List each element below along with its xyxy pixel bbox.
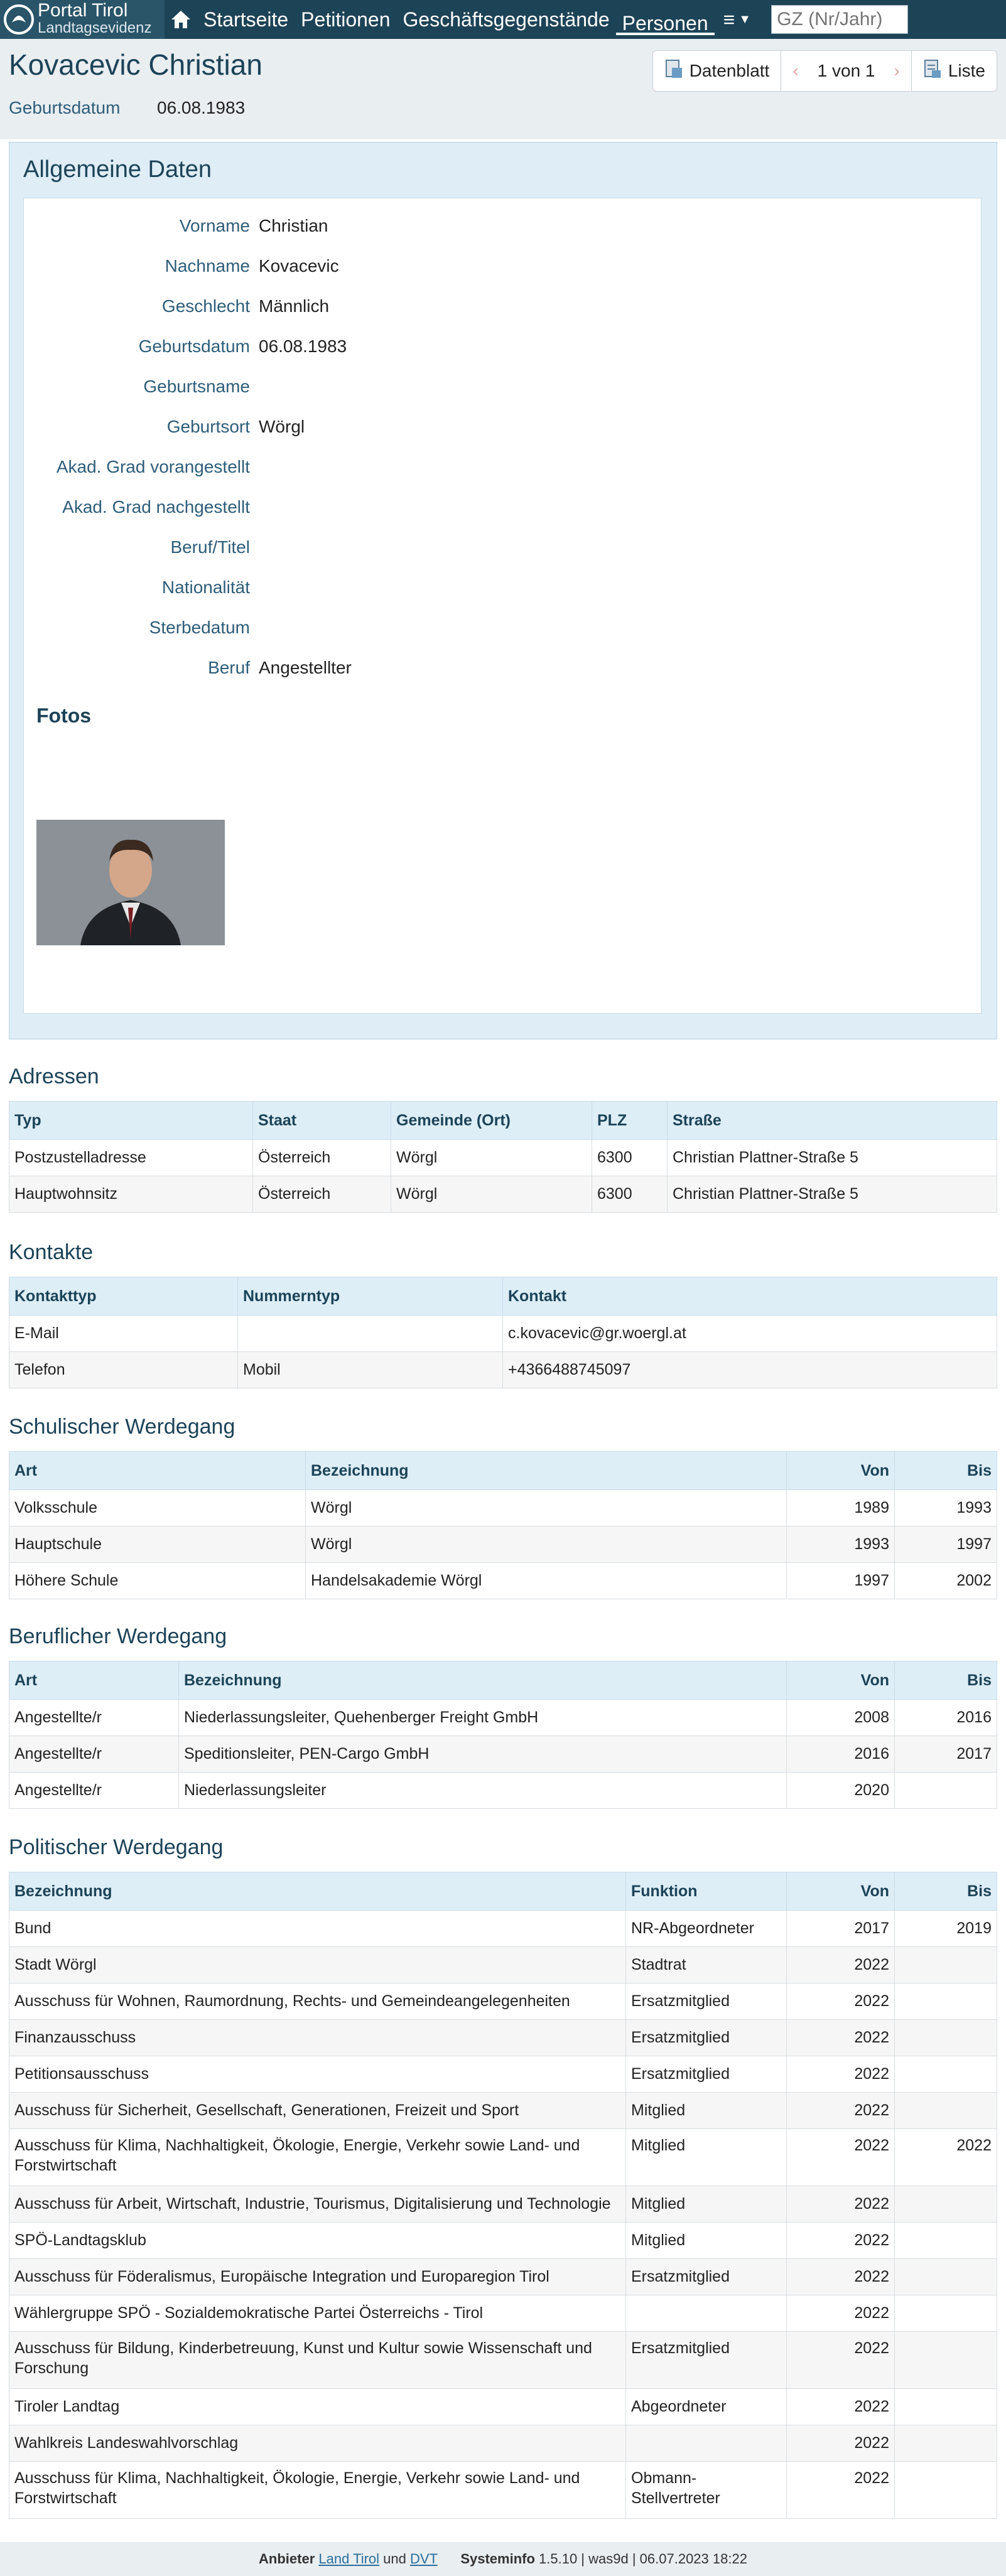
table-cell: 2022 — [787, 2462, 895, 2519]
table-cell — [895, 2389, 997, 2425]
column-header[interactable]: Gemeinde (Ort) — [391, 1102, 592, 1140]
table-cell — [895, 2056, 997, 2093]
beruflicher-werdegang-table — [9, 1661, 997, 1809]
datenblatt-label: Datenblatt — [689, 61, 770, 80]
link-dvt[interactable]: DVT — [410, 2551, 438, 2567]
table-row — [9, 1490, 997, 1527]
table-cell: Christian Plattner-Straße 5 — [668, 1176, 997, 1213]
politischer-werdegang-table — [9, 1872, 997, 2519]
table-cell: 2019 — [895, 1911, 997, 1947]
field-value: Männlich — [259, 296, 330, 316]
allgemeine-daten-title: Allgemeine Daten — [23, 156, 212, 183]
table-cell: Tiroler Landtag — [9, 2389, 626, 2425]
field-akad-grad-nach — [24, 497, 715, 522]
column-header[interactable]: Kontakt — [503, 1277, 997, 1316]
table-cell: NR-Abgeordneter — [626, 1911, 787, 1947]
field-label: Beruf/Titel — [170, 537, 250, 557]
fotos-title: Fotos — [36, 704, 92, 727]
table-cell: 2022 — [787, 2295, 895, 2332]
column-header[interactable]: Bezeichnung — [9, 1872, 626, 1911]
schulischer-werdegang-title: Schulischer Werdegang — [9, 1415, 235, 1439]
table-cell: Ersatzmitglied — [626, 2020, 787, 2056]
table-cell: 1993 — [895, 1490, 997, 1527]
table-cell: Stadtrat — [626, 1947, 787, 1983]
table-header-row — [9, 1452, 997, 1490]
table-cell — [895, 1773, 997, 1809]
column-header[interactable]: Typ — [9, 1102, 253, 1140]
column-header[interactable]: Bis — [895, 1872, 997, 1911]
adressen-table — [9, 1101, 997, 1213]
table-cell: Wörgl — [306, 1527, 787, 1563]
table-cell: Ersatzmitglied — [626, 2056, 787, 2093]
column-header[interactable]: Straße — [668, 1102, 997, 1140]
caret-down-icon: ▼ — [738, 12, 752, 26]
table-cell — [895, 2020, 997, 2056]
field-geburtsort — [24, 417, 715, 442]
table-cell: 2016 — [895, 1700, 997, 1736]
table-cell: 6300 — [592, 1140, 668, 1176]
datenblatt-button[interactable] — [652, 50, 782, 92]
birth-date-label: Geburtsdatum — [9, 98, 121, 117]
table-cell: 2002 — [895, 1563, 997, 1599]
field-label: Nachname — [165, 256, 250, 276]
field-label: Sterbedatum — [149, 618, 250, 637]
table-row — [9, 1700, 997, 1736]
field-value: 06.08.1983 — [259, 336, 347, 356]
table-row — [9, 1947, 997, 1983]
nav-petitionen[interactable]: Petitionen — [301, 8, 391, 31]
table-cell — [895, 1947, 997, 1983]
allgemeine-daten-body — [23, 198, 982, 1014]
table-cell: Wörgl — [391, 1176, 592, 1213]
pager-text: 1 von 1 — [817, 61, 875, 80]
table-cell: Wahlkreis Landeswahlvorschlag — [9, 2425, 626, 2462]
table-cell: Mitglied — [626, 2223, 787, 2259]
table-cell: 2008 — [787, 1700, 895, 1736]
table-cell: 2022 — [787, 2093, 895, 2129]
table-row — [9, 2020, 997, 2056]
table-cell: Mitglied — [626, 2093, 787, 2129]
list-icon — [923, 59, 942, 83]
table-cell: Postzustelladresse — [9, 1140, 253, 1176]
table-cell: 1993 — [787, 1527, 895, 1563]
table-cell — [895, 2186, 997, 2223]
table-row — [9, 1527, 997, 1563]
table-cell: 2022 — [787, 2020, 895, 2056]
kontakte-title: Kontakte — [9, 1240, 94, 1264]
field-label: Akad. Grad vorangestellt — [56, 457, 250, 476]
table-cell: Angestellte/r — [9, 1773, 179, 1809]
field-label: Geburtsname — [143, 377, 250, 396]
table-cell — [895, 2425, 997, 2462]
field-akad-grad-vor — [24, 457, 715, 482]
systeminfo-label: Systeminfo — [460, 2551, 535, 2567]
gz-search-input[interactable] — [771, 5, 908, 34]
table-header-row — [9, 1661, 997, 1700]
table-header-row — [9, 1102, 997, 1140]
table-cell: Ersatzmitglied — [626, 2332, 787, 2389]
table-row — [9, 2425, 997, 2462]
table-cell: Ausschuss für Klima, Nachhaltigkeit, Ökologie, Energie, Verkehr sowie Land- und Forstwirtschaft — [9, 2129, 626, 2186]
table-cell: Telefon — [9, 1352, 238, 1388]
table-row — [9, 1983, 997, 2020]
table-row — [9, 1352, 997, 1388]
field-beruf-titel — [24, 537, 715, 562]
table-cell: Ersatzmitglied — [626, 2259, 787, 2295]
column-header[interactable]: Art — [9, 1661, 179, 1700]
table-cell: Finanzausschuss — [9, 2020, 626, 2056]
table-cell: 2022 — [787, 2223, 895, 2259]
logo-subtitle: Landtagsevidenz — [38, 19, 152, 36]
footer-und: und — [383, 2551, 406, 2567]
field-label: Nationalität — [161, 577, 250, 597]
nav-geschaeftsgegenstaende[interactable]: Geschäftsgegenstände — [403, 8, 610, 31]
field-sterbedatum — [24, 618, 715, 643]
anbieter-label: Anbieter — [259, 2551, 315, 2567]
table-cell: 2016 — [787, 1736, 895, 1773]
table-row — [9, 2056, 997, 2093]
table-cell: Angestellte/r — [9, 1736, 179, 1773]
table-row — [9, 2332, 997, 2389]
table-cell: 2022 — [787, 1947, 895, 1983]
field-geschlecht — [24, 296, 715, 321]
table-cell — [895, 2223, 997, 2259]
table-cell: Wörgl — [391, 1140, 592, 1176]
table-cell: Wählergruppe SPÖ - Sozialdemokratische Partei Österreichs - Tirol — [9, 2295, 626, 2332]
table-header-row — [9, 1277, 997, 1316]
link-land-tirol[interactable]: Land Tirol — [318, 2551, 380, 2567]
document-icon — [664, 59, 683, 83]
table-row — [9, 1736, 997, 1773]
table-cell: 1997 — [787, 1563, 895, 1599]
column-header[interactable]: Bezeichnung — [179, 1661, 787, 1700]
field-geburtsname — [24, 377, 715, 402]
table-cell: Ausschuss für Föderalismus, Europäische Integration und Europaregion Tirol — [9, 2259, 626, 2295]
table-cell: 2022 — [895, 2129, 997, 2186]
header-button-group — [652, 50, 997, 92]
table-cell: Ausschuss für Bildung, Kinderbetreuung, Kunst und Kultur sowie Wissenschaft und Forschung — [9, 2332, 626, 2389]
table-cell — [626, 2295, 787, 2332]
column-header[interactable]: Art — [9, 1452, 306, 1490]
column-header[interactable]: Staat — [253, 1102, 391, 1140]
table-cell — [895, 2259, 997, 2295]
table-cell: 2022 — [787, 2186, 895, 2223]
hamburger-icon: ≡ — [723, 8, 735, 31]
table-cell — [895, 2332, 997, 2389]
kontakte-table — [9, 1277, 997, 1388]
table-cell: Ersatzmitglied — [626, 1983, 787, 2020]
table-cell: 2022 — [787, 2425, 895, 2462]
table-cell — [895, 1983, 997, 2020]
table-row — [9, 1911, 997, 1947]
page-title: Kovacevic Christian — [9, 48, 262, 81]
table-cell — [895, 2093, 997, 2129]
field-geburtsdatum — [24, 336, 715, 362]
table-cell: 1997 — [895, 1527, 997, 1563]
liste-button[interactable] — [911, 50, 997, 92]
table-cell: Obmann-Stellvertreter — [626, 2462, 787, 2519]
logo-title: Portal Tirol — [38, 0, 128, 21]
portal-logo[interactable] — [0, 0, 165, 39]
person-photo[interactable] — [36, 820, 225, 945]
column-header[interactable]: Bis — [895, 1661, 997, 1700]
table-cell: Ausschuss für Sicherheit, Gesellschaft, Generationen, Freizeit und Sport — [9, 2093, 626, 2129]
field-label: Beruf — [208, 658, 250, 677]
table-cell: Stadt Wörgl — [9, 1947, 626, 1983]
page-footer — [0, 2542, 1006, 2576]
table-cell: 2022 — [787, 2129, 895, 2186]
politischer-werdegang-title: Politischer Werdegang — [9, 1835, 224, 1859]
field-value: Angestellter — [259, 658, 352, 677]
table-cell: Petitionsausschuss — [9, 2056, 626, 2093]
systeminfo-value: 1.5.10 | was9d | 06.07.2023 18:22 — [539, 2551, 747, 2567]
column-header[interactable]: Von — [787, 1872, 895, 1911]
top-navbar — [0, 0, 1006, 39]
table-cell: Volksschule — [9, 1490, 306, 1527]
table-cell — [895, 2295, 997, 2332]
field-label: Akad. Grad nachgestellt — [62, 497, 250, 517]
table-cell: Christian Plattner-Straße 5 — [668, 1140, 997, 1176]
table-cell: 2022 — [787, 2259, 895, 2295]
table-cell: 2020 — [787, 1773, 895, 1809]
table-cell[interactable]: +4366488745097 — [503, 1352, 997, 1388]
table-cell — [895, 2462, 997, 2519]
table-row — [9, 2093, 997, 2129]
table-cell[interactable]: c.kovacevic@gr.woergl.at — [503, 1316, 997, 1352]
table-cell — [626, 2425, 787, 2462]
table-row — [9, 2223, 997, 2259]
field-value: Kovacevic — [259, 256, 339, 276]
home-icon[interactable] — [165, 9, 197, 30]
person-header — [0, 39, 1006, 139]
table-row — [9, 1563, 997, 1599]
table-cell: Speditionsleiter, PEN-Cargo GmbH — [179, 1736, 787, 1773]
chevron-right-icon[interactable]: › — [894, 61, 900, 80]
table-cell: Ausschuss für Klima, Nachhaltigkeit, Ökologie, Energie, Verkehr sowie Land- und Forstwirtschaft — [9, 2462, 626, 2519]
table-cell: Mobil — [238, 1352, 503, 1388]
table-row — [9, 2295, 997, 2332]
table-row — [9, 2259, 997, 2295]
table-cell: E-Mail — [9, 1316, 238, 1352]
field-value: Christian — [259, 216, 328, 235]
eagle-logo-icon — [0, 0, 38, 39]
table-cell: Abgeordneter — [626, 2389, 787, 2425]
column-header[interactable]: Von — [787, 1661, 895, 1700]
table-cell: Niederlassungsleiter, Quehenberger Freight GmbH — [179, 1700, 787, 1736]
pager — [781, 50, 912, 92]
table-cell: 2017 — [895, 1736, 997, 1773]
table-cell: Österreich — [253, 1176, 391, 1213]
field-beruf — [24, 658, 715, 683]
table-cell: Hauptwohnsitz — [9, 1176, 253, 1213]
table-row — [9, 1773, 997, 1809]
table-row — [9, 1140, 997, 1176]
field-value: Wörgl — [259, 417, 305, 436]
column-header[interactable]: Bezeichnung — [306, 1452, 787, 1490]
table-cell: 2022 — [787, 2332, 895, 2389]
table-cell: 2022 — [787, 2389, 895, 2425]
field-label: Geburtsdatum — [138, 336, 250, 356]
field-label: Geburtsort — [166, 417, 250, 436]
table-cell — [238, 1316, 503, 1352]
table-row — [9, 2389, 997, 2425]
table-row — [9, 2462, 997, 2519]
allgemeine-daten-panel — [9, 142, 997, 1039]
nav-startseite[interactable]: Startseite — [203, 8, 289, 31]
nav-menu-dropdown[interactable] — [715, 8, 760, 31]
table-row — [9, 1316, 997, 1352]
table-cell: Angestellte/r — [9, 1700, 179, 1736]
adressen-title: Adressen — [9, 1065, 99, 1088]
table-cell: SPÖ-Landtagsklub — [9, 2223, 626, 2259]
table-cell: Ausschuss für Arbeit, Wirtschaft, Industrie, Tourismus, Digitalisierung und Technologie — [9, 2186, 626, 2223]
table-cell: Österreich — [253, 1140, 391, 1176]
table-cell: Bund — [9, 1911, 626, 1947]
column-header[interactable]: Von — [787, 1452, 895, 1490]
table-cell: 2022 — [787, 2056, 895, 2093]
table-cell: 2017 — [787, 1911, 895, 1947]
field-label: Vorname — [179, 216, 250, 235]
table-cell: Mitglied — [626, 2129, 787, 2186]
table-row — [9, 1176, 997, 1213]
column-header[interactable]: Kontakttyp — [9, 1277, 238, 1316]
table-header-row — [9, 1872, 997, 1911]
field-nachname — [24, 256, 715, 281]
column-header[interactable]: PLZ — [592, 1102, 668, 1140]
table-cell: Höhere Schule — [9, 1563, 306, 1599]
column-header[interactable]: Funktion — [626, 1872, 787, 1911]
table-row — [9, 2186, 997, 2223]
table-cell: 2022 — [787, 1983, 895, 2020]
birth-date-value: 06.08.1983 — [157, 98, 246, 117]
liste-label: Liste — [948, 61, 985, 80]
table-cell: Wörgl — [306, 1490, 787, 1527]
table-row — [9, 2129, 997, 2186]
chevron-left-icon[interactable]: ‹ — [792, 61, 799, 80]
table-cell: Ausschuss für Wohnen, Raumordnung, Rechts- und Gemeindeangelegenheiten — [9, 1983, 626, 2020]
schulischer-werdegang-table — [9, 1451, 997, 1599]
table-cell: 1989 — [787, 1490, 895, 1527]
column-header[interactable]: Nummerntyp — [238, 1277, 503, 1316]
field-nationalitaet — [24, 577, 715, 603]
field-vorname — [24, 216, 715, 241]
table-cell: Hauptschule — [9, 1527, 306, 1563]
column-header[interactable]: Bis — [895, 1452, 997, 1490]
nav-personen[interactable]: Personen — [616, 4, 715, 35]
field-label: Geschlecht — [161, 296, 250, 316]
beruflicher-werdegang-title: Beruflicher Werdegang — [9, 1624, 227, 1648]
table-cell: Handelsakademie Wörgl — [306, 1563, 787, 1599]
table-cell: 6300 — [592, 1176, 668, 1213]
table-cell: Mitglied — [626, 2186, 787, 2223]
table-cell: Niederlassungsleiter — [179, 1773, 787, 1809]
